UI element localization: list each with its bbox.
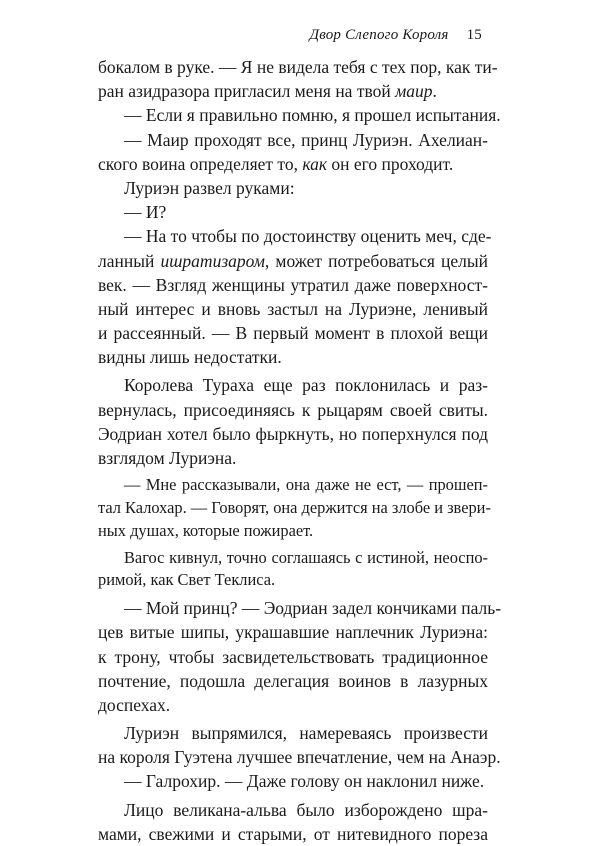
text-line: — Галрохир. — Даже голову он наклонил ниже.: [124, 771, 485, 792]
text-line: ланный ишратизаром, может потребоваться целый: [98, 250, 488, 271]
text-line: — На то чтобы по достоинству оценить меч, сде-: [124, 226, 492, 247]
text-line: ных душах, которые пожирает.: [98, 520, 314, 540]
text-line: тал Калохар. — Говорят, она держится на злобе и звери-: [98, 497, 491, 517]
text-line: Луриэн развел руками:: [124, 177, 295, 198]
text-line: доспехах.: [98, 694, 171, 715]
text-line: Королева Тураха еще раз поклонилась и раз-: [124, 375, 488, 396]
page-number: 15: [466, 27, 482, 43]
text-line: и рассеянный. — В первый момент в плохой вещи: [98, 323, 488, 344]
text-line: ран азидразора пригласил меня на твой маир.: [98, 81, 437, 102]
text-line: Лицо великана-альва было изборождено шра-: [124, 799, 488, 820]
text-line: век. — Взгляд женщины утратил даже поверхност-: [98, 274, 488, 295]
page-body: [98, 55, 502, 846]
running-title: Двор Слепого Короля: [309, 27, 449, 43]
text-line: взглядом Луриэна.: [98, 448, 237, 468]
text-line: почтение, подошла делегация воинов в лазурных: [98, 670, 488, 691]
text-line: мами, свежими и старыми, от нитевидного пореза: [98, 823, 488, 844]
text-line: на короля Гуэтена лучшее впечатление, чем на Анаэр.: [98, 747, 501, 768]
text-line: — Мне рассказывали, она даже не ест, — прошеп-: [124, 475, 488, 495]
text-line: ского воина определяет то, как он его проходит.: [98, 153, 454, 174]
text-line: Луриэн выпрямился, намереваясь произвести: [124, 723, 488, 744]
text-line: вернулась, присоединяясь к рыцарям своей свиты.: [98, 399, 488, 420]
running-header: [309, 27, 482, 44]
text-line: — Если я правильно помню, я прошел испытания.: [124, 105, 501, 126]
text-line: Эодриан хотел было фыркнуть, но поперхнулся под: [98, 423, 488, 444]
text-line: Вагос кивнул, точно соглашаясь с истиной, неоспо-: [124, 547, 488, 567]
text-line: — Мой принц? — Эодриан задел кончиками паль-: [124, 598, 502, 619]
text-line: ный интерес и вновь застыл на Луриэне, ленивый: [98, 298, 488, 319]
text-line: — Маир проходят все, принц Луриэн. Ахелиан-: [124, 129, 488, 150]
text-line: к трону, чтобы засвидетельствовать традиционное: [98, 646, 488, 667]
text-line: — И?: [124, 202, 167, 223]
text-line: видны лишь недостатки.: [98, 347, 282, 368]
text-line: бокалом в руке. — Я не видела тебя с тех пор, как ти-: [98, 57, 498, 77]
text-line: римой, как Свет Теклиса.: [98, 570, 276, 590]
text-line: цев витые шипы, украшавшие наплечник Луриэна:: [98, 622, 488, 643]
